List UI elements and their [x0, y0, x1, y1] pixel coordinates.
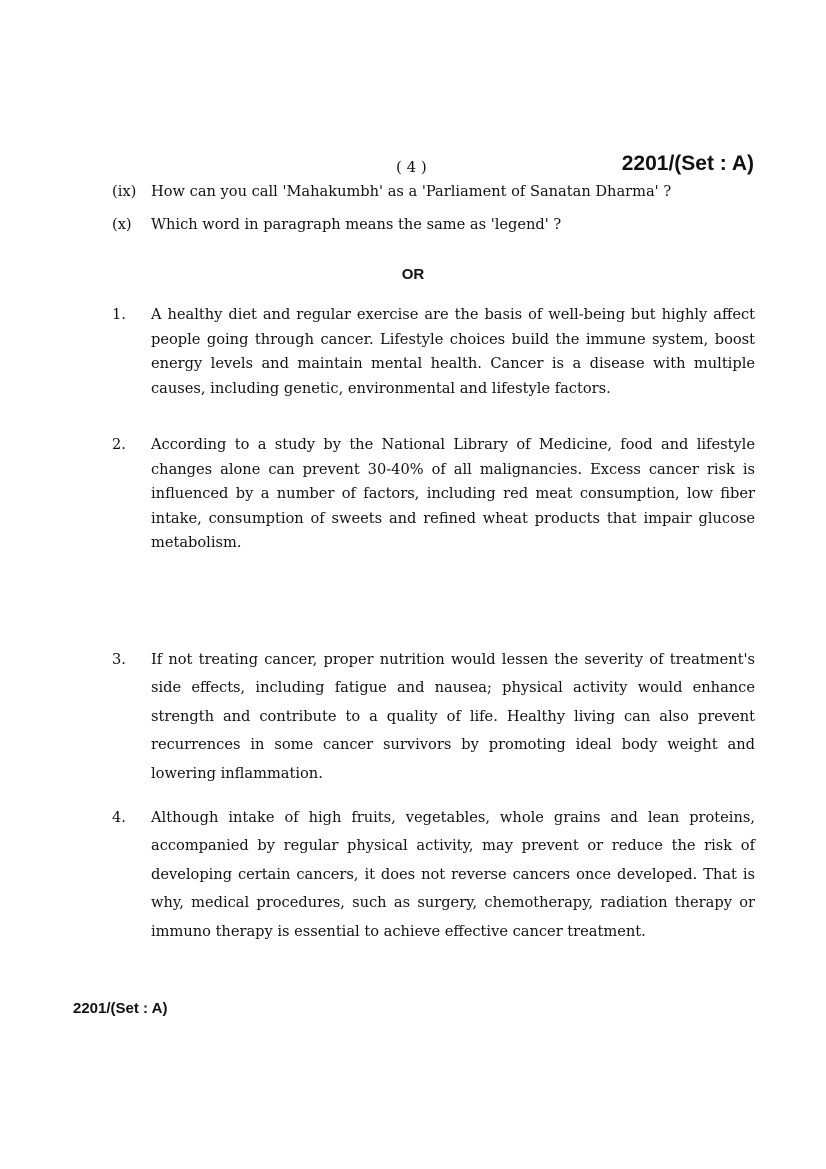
footer-paper-code: 2201/(Set : A) [73, 1000, 168, 1017]
paragraph-text: If not treating cancer, proper nutrition would lessen the severity of treatment's side effects, including fatigue and nausea; physical activity would enhance strength and contribute to a quality of life. Healthy living can also prevent recurrences in some cancer survivors by promoting ideal body weight and lowering inflammation. [151, 651, 755, 782]
or-heading: OR [401, 266, 425, 283]
paragraph-number: 3. [112, 651, 126, 668]
question-text: Which word in paragraph means the same as 'legend' ? [151, 216, 562, 233]
page-number: ( 4 ) [396, 158, 427, 176]
paragraph-number: 1. [112, 306, 126, 323]
paragraph-number: 4. [112, 809, 126, 826]
question-number: (ix) [112, 183, 137, 200]
question-number: (x) [112, 216, 132, 233]
paragraph-number: 2. [112, 436, 126, 453]
paragraph-4 [112, 804, 755, 946]
paragraph-3 [112, 646, 755, 788]
paragraph-1 [112, 303, 755, 401]
paragraph-text: According to a study by the National Library of Medicine, food and lifestyle changes alone can prevent 30-40% of all malignancies. Excess cancer risk is influenced by a number of factors, including red meat consumption, low fiber intake, consumption of sweets and refined wheat products that impair glucose metabolism. [151, 436, 755, 551]
question-text: How can you call 'Mahakumbh' as a 'Parliament of Sanatan Dharma' ? [151, 183, 672, 200]
paragraph-text: A healthy diet and regular exercise are the basis of well-being but highly affect people going through cancer. Lifestyle choices build the immune system, boost energy levels and maintain mental health. Cancer is a disease with multiple causes, including genetic, environmental and lifestyle factors. [151, 306, 755, 397]
paragraph-2 [112, 433, 755, 556]
paragraph-text: Although intake of high fruits, vegetables, whole grains and lean proteins, accompanied by regular physical activity, may prevent or reduce the risk of developing certain cancers, it does not reverse cancers once developed. That is why, medical procedures, such as surgery, chemotherapy, radiation therapy or immuno therapy is essential to achieve effective cancer treatment. [151, 809, 755, 940]
header-paper-code: 2201/(Set : A) [621, 152, 754, 175]
